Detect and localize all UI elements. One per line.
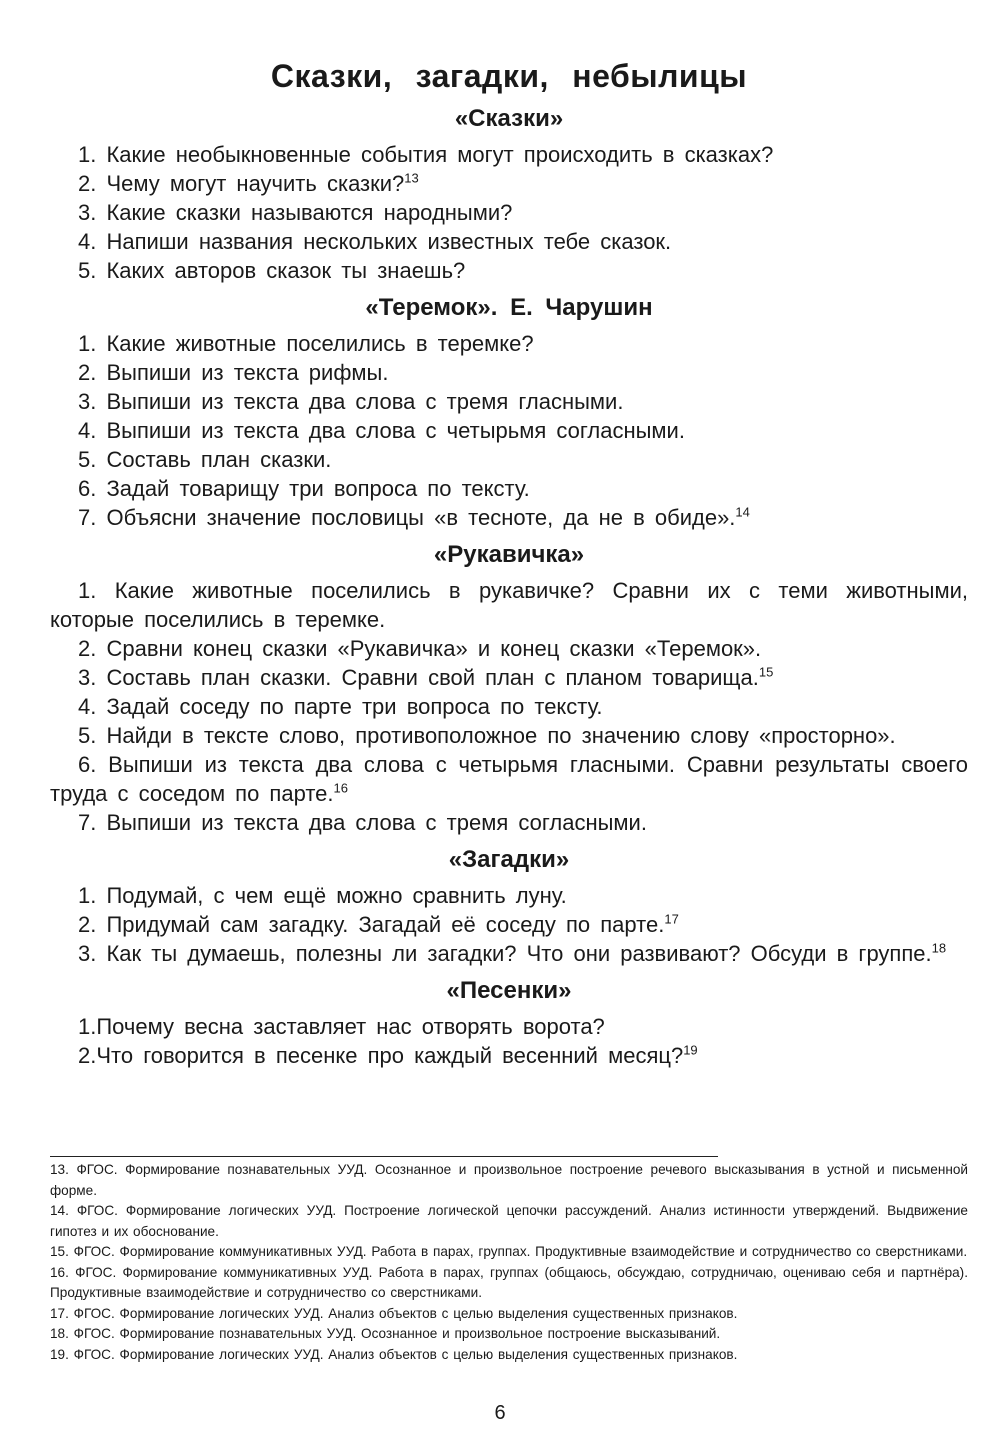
- question-item: [50, 692, 968, 721]
- question-text: 3. Составь план сказки. Сравни свой план с планом товарища.: [78, 665, 759, 690]
- section-title: «Песенки»: [446, 977, 572, 1004]
- question-item: [50, 445, 968, 474]
- footnote-ref: 14: [735, 504, 750, 520]
- question-text: 2. Придумай сам загадку. Загадай её соседу по парте.: [78, 912, 665, 937]
- section-title: «Загадки»: [448, 846, 570, 873]
- question-item: [50, 881, 968, 910]
- question-text: 4. Выпиши из текста два слова с четырьмя согласными.: [78, 418, 685, 443]
- question-text: 3. Выпиши из текста два слова с тремя гласными.: [78, 389, 624, 414]
- question-item: [50, 721, 968, 750]
- section-title: «Сказки»: [454, 105, 564, 132]
- question-text: 6. Выпиши из текста два слова с четырьмя гласными. Сравни результаты своего труда с соседом по парте.: [50, 752, 968, 806]
- question-item: [50, 503, 968, 532]
- question-item: [50, 808, 968, 837]
- question-text: 2. Выпиши из текста рифмы.: [78, 360, 389, 385]
- question-item: [50, 474, 968, 503]
- footnote: 16. ФГОС. Формирование коммуникативных УУД. Работа в парах, группах (общаюсь, обсуждаю, сотрудничаю, оцениваю себя и партнёра). Продуктивные взаимодействие и сотрудничество со сверстниками.: [50, 1264, 968, 1300]
- footnotes: [50, 1160, 968, 1365]
- question-text: 4. Напиши названия нескольких известных тебе сказок.: [78, 229, 672, 254]
- page-title: Сказки, загадки, небылицы: [270, 58, 748, 94]
- question-text: 6. Задай товарищу три вопроса по тексту.: [78, 476, 530, 501]
- question-item: [50, 1041, 968, 1070]
- question-text: 2. Сравни конец сказки «Рукавичка» и конец сказки «Теремок».: [78, 636, 762, 661]
- question-text: 1. Какие необыкновенные события могут происходить в сказках?: [78, 142, 774, 167]
- question-text: 1.Почему весна заставляет нас отворять ворота?: [78, 1014, 605, 1039]
- question-item: [50, 750, 968, 808]
- question-item: [50, 1012, 968, 1041]
- footnote-ref: 17: [664, 911, 679, 927]
- footnote: 18. ФГОС. Формирование познавательных УУД. Осознанное и произвольное построение высказываний.: [50, 1326, 721, 1341]
- question-text: 1. Какие животные поселились в рукавичке? Сравни их с теми животными, которые поселились в теремке.: [50, 578, 968, 632]
- footnote: 17. ФГОС. Формирование логических УУД. Анализ объектов с целью выделения существенных признаков.: [50, 1305, 738, 1321]
- question-item: [50, 910, 968, 939]
- question-item: [50, 358, 968, 387]
- question-item: [50, 634, 968, 663]
- question-item: [50, 576, 968, 634]
- question-item: [50, 416, 968, 445]
- page-content: [50, 56, 968, 1070]
- question-text: 7. Выпиши из текста два слова с тремя согласными.: [78, 810, 647, 835]
- question-item: [50, 939, 968, 968]
- footnote-divider: [50, 1156, 718, 1157]
- question-item: [50, 256, 968, 285]
- question-text: 5. Составь план сказки.: [78, 447, 332, 472]
- question-item: [50, 140, 968, 169]
- question-item: [50, 227, 968, 256]
- question-text: 1. Подумай, с чем ещё можно сравнить луну.: [78, 883, 567, 908]
- question-text: 3. Какие сказки называются народными?: [78, 200, 513, 225]
- footnote: 13. ФГОС. Формирование познавательных УУД. Осознанное и произвольное построение речевого высказывания в устной и письменной форме.: [50, 1162, 968, 1198]
- question-text: 1. Какие животные поселились в теремке?: [78, 331, 534, 356]
- question-text: 5. Найди в тексте слово, противоположное по значению слову «просторно».: [78, 723, 896, 748]
- section-title: «Рукавичка»: [433, 541, 585, 568]
- footnote-ref: 16: [333, 780, 348, 796]
- question-text: 5. Каких авторов сказок ты знаешь?: [78, 258, 466, 283]
- question-item: [50, 329, 968, 358]
- section-title: «Теремок». Е. Чарушин: [365, 294, 653, 321]
- question-item: [50, 663, 968, 692]
- question-text: 4. Задай соседу по парте три вопроса по тексту.: [78, 694, 603, 719]
- footnote: 19. ФГОС. Формирование логических УУД. Анализ объектов с целью выделения существенных признаков.: [50, 1346, 738, 1362]
- footnote: 14. ФГОС. Формирование логических УУД. Построение логической цепочки рассуждений. Анализ истинности утверждений. Выдвижение гипотез и их обоснование.: [50, 1203, 968, 1239]
- footnote-ref: 15: [758, 664, 774, 680]
- question-text: 3. Как ты думаешь, полезны ли загадки? Что они развивают? Обсуди в группе.: [78, 941, 932, 966]
- sections-container: [50, 104, 968, 1070]
- question-text: 2. Чему могут научить сказки?: [78, 171, 405, 196]
- footnote-ref: 19: [683, 1042, 698, 1058]
- footnote: 15. ФГОС. Формирование коммуникативных УУД. Работа в парах, группах. Продуктивные взаимодействие и сотрудничество со сверстниками.: [50, 1244, 968, 1259]
- footnote-ref: 18: [931, 940, 947, 956]
- question-item: [50, 169, 968, 198]
- question-text: 2.Что говорится в песенке про каждый весенний месяц?: [78, 1043, 684, 1068]
- question-item: [50, 198, 968, 227]
- question-item: [50, 387, 968, 416]
- footnote-ref: 13: [404, 170, 419, 186]
- question-text: 7. Объясни значение пословицы «в тесноте, да не в обиде».: [78, 505, 736, 530]
- page-number: 6: [494, 1402, 506, 1424]
